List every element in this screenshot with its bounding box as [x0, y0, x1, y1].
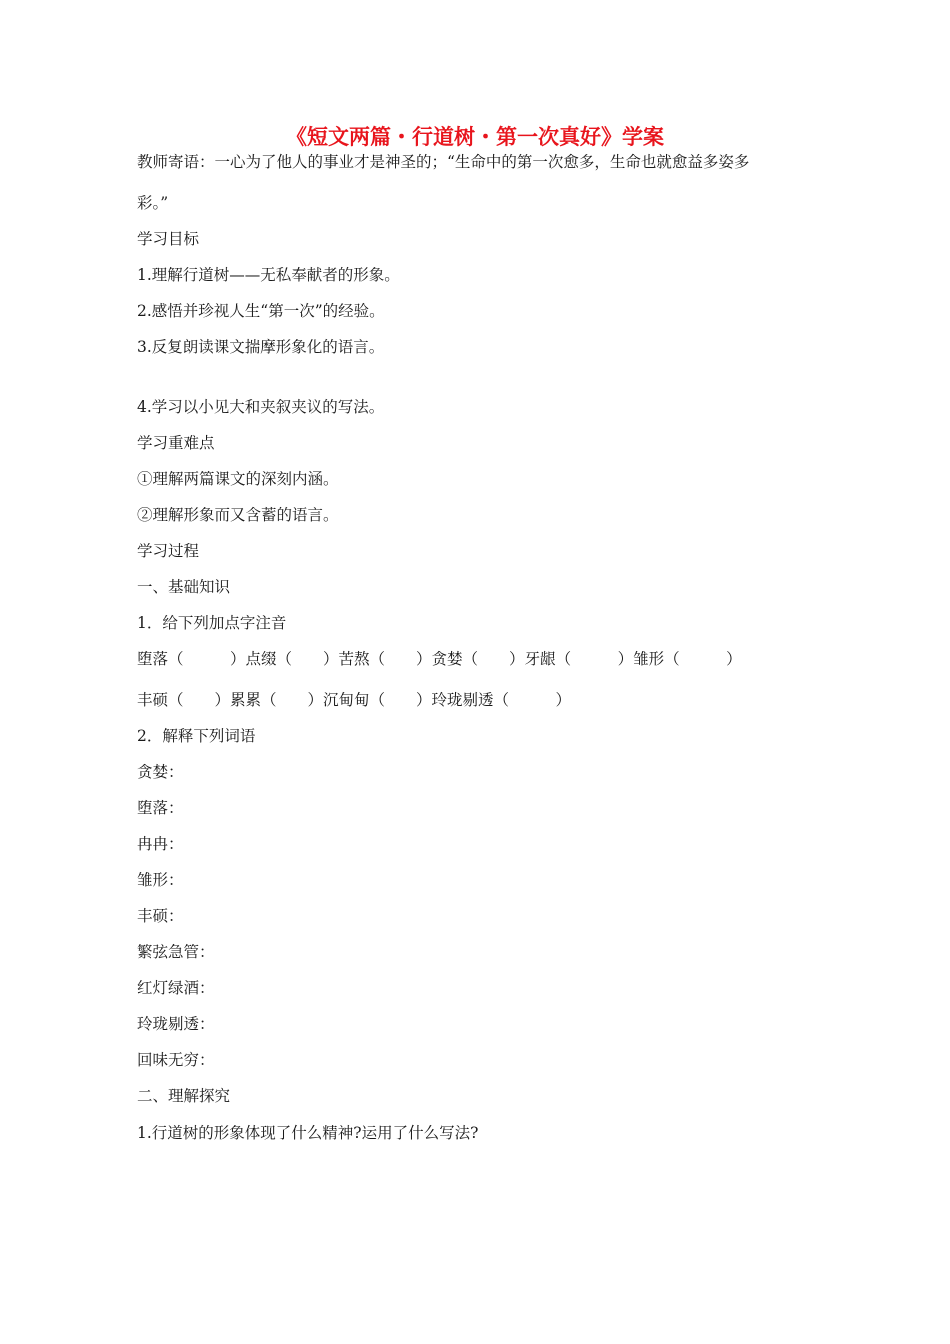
key-point-item: ①理解两篇课文的深刻内涵。	[137, 470, 339, 488]
goal-item: 3.反复朗读课文揣摩形象化的语言。	[137, 338, 385, 356]
pinyin-blank: 丰硕（ ）	[137, 691, 231, 709]
pinyin-blank: 玲珑剔透（ ）	[431, 691, 572, 709]
term-item: 雏形：	[137, 871, 184, 889]
page-title: 《短文两篇・行道树・第一次真好》学案	[286, 124, 664, 149]
question-pinyin: 1．给下列加点字注音	[137, 614, 287, 632]
goal-item: 4.学习以小见大和夹叙夹议的写法。	[137, 398, 385, 416]
term-item: 回味无穷：	[137, 1051, 215, 1069]
term-item: 冉冉：	[137, 835, 184, 853]
section-understanding: 二、理解探究	[137, 1087, 231, 1105]
teacher-words-line1: 教师寄语：一心为了他人的事业才是神圣的；“生命中的第一次愈多，生命也就愈益多姿多	[137, 153, 750, 171]
pinyin-blank: 点缀（ ）	[245, 650, 339, 668]
term-item: 玲珑剔透：	[137, 1015, 215, 1033]
goals-heading: 学习目标	[137, 230, 200, 248]
term-item: 繁弦急管：	[137, 943, 215, 961]
term-item: 丰硕：	[137, 907, 184, 925]
section-basic-knowledge: 一、基础知识	[137, 578, 231, 596]
key-points-heading: 学习重难点	[137, 434, 215, 452]
pinyin-row	[137, 649, 742, 669]
pinyin-blank: 贪婪（ ）	[431, 650, 525, 668]
process-heading: 学习过程	[137, 542, 200, 560]
pinyin-blank: 沉甸甸（ ）	[323, 691, 432, 709]
pinyin-blank: 堕落（ ）	[137, 650, 246, 668]
pinyin-blank: 牙龈（ ）	[524, 650, 634, 668]
teacher-words-line2: 彩。”	[137, 194, 169, 212]
key-point-item: ②理解形象而又含蓄的语言。	[137, 506, 339, 524]
pinyin-row	[137, 690, 571, 710]
term-item: 红灯绿酒：	[137, 979, 215, 997]
goal-item: 2.感悟并珍视人生“第一次”的经验。	[137, 302, 385, 320]
pinyin-blank: 苦熬（ ）	[338, 650, 432, 668]
term-item: 堕落：	[137, 799, 184, 817]
pinyin-blank: 雏形（ ）	[633, 650, 742, 668]
question-explain-words: 2．解释下列词语	[137, 727, 256, 745]
pinyin-blank: 累累（ ）	[230, 691, 324, 709]
term-item: 贪婪：	[137, 763, 184, 781]
goal-item: 1.理解行道树——无私奉献者的形象。	[137, 266, 400, 284]
question-tree-spirit: 1.行道树的形象体现了什么精神?运用了什么写法?	[137, 1124, 479, 1142]
